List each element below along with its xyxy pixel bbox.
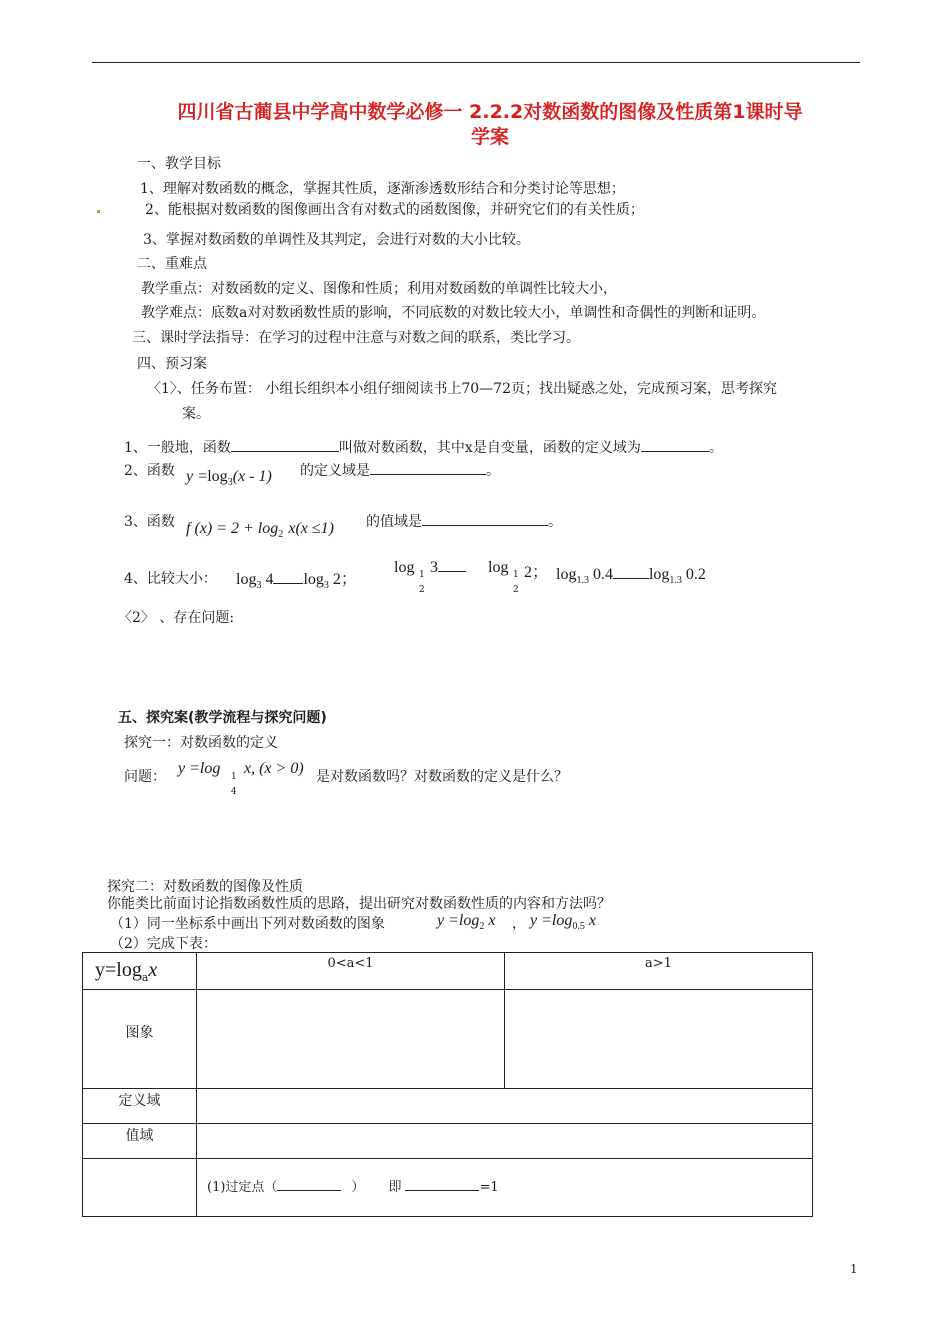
c3-frac-top: 1	[419, 570, 425, 580]
q1-blank-domain	[641, 451, 709, 452]
sec4-q1	[124, 437, 723, 457]
q1-text-a: 1、一般地，函数	[124, 440, 231, 456]
g1-base: 2	[479, 921, 485, 932]
q3-text-c: 。	[548, 514, 562, 530]
row-label-empty	[83, 1159, 197, 1217]
ex2-line3: （2）完成下表：	[110, 936, 217, 952]
doc-title-line1: 四川省古蔺县中学高中数学必修一 2.2.2对数函数的图像及性质第1课时导	[177, 101, 803, 123]
col-header-a-greater-1: a>1	[505, 953, 813, 990]
c3-num: 3	[430, 559, 438, 576]
sec5-heading: 五、探究案(教学流程与探究问题)	[118, 710, 327, 726]
q3-formula	[186, 518, 334, 540]
sec2-difficulty: 教学难点：底数a对对数函数性质的影响，不同底数的对数比较大小，单调性和奇偶性的判断和证明。	[141, 305, 766, 321]
c3-log: log	[394, 559, 415, 576]
sec4-heading: 四、预习案	[137, 356, 207, 372]
c3-blank	[438, 571, 466, 572]
q2-y: y	[186, 468, 194, 485]
q4-text-a: 4、比较大小：	[124, 571, 217, 587]
q2-blank	[370, 474, 486, 475]
q1-blank-function	[231, 451, 339, 452]
ex2-title: 探究二：对数函数的图像及性质	[107, 879, 303, 895]
q3-blank	[422, 525, 548, 526]
q3-arg: x(x ≤1)	[288, 520, 334, 537]
q1-text-c: 。	[708, 440, 723, 456]
c5-num: 0.4	[592, 566, 613, 583]
c6-num: 0.2	[685, 566, 706, 583]
sec1-item1: 1、理解对数函数的概念，掌握其性质，逐渐渗透数形结合和分类讨论等思想；	[140, 181, 625, 197]
sec4-q3	[124, 511, 175, 531]
cell-fixed-point	[197, 1159, 813, 1217]
c4-num-wrap	[524, 559, 548, 582]
fixed-blank-expr	[405, 1190, 479, 1191]
q2-text-c: 。	[486, 463, 500, 479]
c6-base: 1.3	[669, 575, 682, 586]
properties-table	[82, 952, 813, 1217]
q4-compare-2	[394, 559, 414, 577]
c4-frac-top: 1	[513, 570, 519, 580]
ex1-q-label: 问题：	[124, 769, 166, 785]
sec1-item3: 3、掌握对数函数的单调性及其判定，会进行对数的大小比较。	[143, 232, 530, 248]
c4-sep: ；	[532, 564, 549, 581]
e1-frac-top: 1	[231, 772, 237, 782]
row-label-range: 值域	[83, 1124, 197, 1159]
c4-log: log	[488, 559, 509, 576]
sec2-focus: 教学重点：对数函数的定义、图像和性质；利用对数函数的单调性比较大小，	[141, 281, 617, 297]
q2-eq: =	[198, 468, 208, 485]
c5-base: 1.3	[576, 575, 589, 586]
q2-formula	[186, 466, 272, 488]
page-number: 1	[850, 1262, 858, 1276]
q2-text-a: 2、函数	[124, 463, 175, 479]
corner-y: y=log	[95, 958, 142, 981]
corner-base: a	[141, 970, 149, 984]
e1-arg: x, (x > 0)	[244, 760, 304, 777]
q2-log: log	[207, 468, 228, 485]
q3-text-a: 3、函数	[124, 514, 175, 530]
c3-frac-den: 2	[419, 585, 425, 595]
fixed-text-c: 即	[388, 1180, 402, 1195]
sec2-heading: 二、重难点	[137, 256, 207, 272]
q4-compare-3	[488, 559, 508, 577]
ex2-line1: 你能类比前面讨论指数函数性质的思路，提出研究对数函数性质的内容和方法吗？	[107, 896, 611, 912]
q3-tail	[366, 511, 562, 531]
doc-title-line2: 学案	[470, 126, 509, 148]
c6-log: log	[648, 566, 670, 583]
q4-compare-4	[556, 566, 706, 586]
c2-log: log	[303, 571, 324, 588]
g1-lhs: y =log	[437, 912, 480, 929]
c2-base: 3	[323, 580, 329, 591]
row-label-domain: 定义域	[83, 1089, 197, 1124]
e1-frac-den: 4	[231, 787, 237, 797]
corner-x: x	[148, 958, 158, 981]
q4-compare-1	[236, 566, 357, 591]
ex2-comma: ，	[512, 916, 526, 932]
sec4-problems: 〈2〉 、存在问题:	[118, 610, 235, 626]
sec4-q2	[124, 460, 175, 480]
c3-num-wrap	[430, 559, 466, 577]
g1-arg: x	[488, 912, 496, 929]
sec4-task-line1: 〈1〉、任务布置： 小组长组织本小组仔细阅读书上70—72页；找出疑惑之处，完成预习案，思考探究	[147, 381, 777, 397]
q2-arg: (x - 1)	[232, 468, 272, 485]
c4-num: 2	[524, 564, 532, 581]
ex1-title: 探究一：对数函数的定义	[124, 735, 278, 751]
q1-text-b: 叫做对数函数，其中x是自变量，函数的定义域为	[338, 440, 641, 456]
sec3-text: 三、课时学法指导：在学习的过程中注意与对数之间的联系，类比学习。	[132, 330, 580, 346]
c4-frac-den: 2	[513, 585, 519, 595]
ex2-graph-func2	[530, 912, 596, 932]
fixed-blank-point	[277, 1190, 341, 1191]
c5-log: log	[556, 566, 577, 583]
g2-lhs: y =log	[530, 912, 573, 929]
sec1-item2: 2、能根据对数函数的图像画出含有对数式的函数图像，并研究它们的有关性质；	[145, 202, 644, 218]
c5-blank	[613, 578, 649, 579]
ex1-q-tail: 是对数函数吗？对数函数的定义是什么？	[316, 769, 568, 785]
c1-log: log	[236, 571, 257, 588]
sec4-task-line2: 案。	[182, 406, 210, 422]
c1-blank	[273, 583, 303, 584]
cell-graph-a-greater-1	[505, 990, 813, 1089]
sec1-heading: 一、教学目标	[137, 156, 221, 172]
ex2-line2: （1）同一坐标系中画出下列对数函数的图象	[110, 916, 385, 932]
c1-num: 4	[265, 571, 274, 588]
col-header-a-less-1: 0<a<1	[197, 953, 505, 990]
cell-domain	[197, 1089, 813, 1124]
ex1-formula	[178, 760, 220, 778]
q3-text-b: 的值域是	[366, 514, 422, 530]
c2-sep: ；	[340, 571, 357, 588]
fixed-text-a: (1)过定点（	[207, 1180, 278, 1195]
header-rule	[92, 62, 860, 63]
cell-graph-a-less-1	[197, 990, 505, 1089]
c2-num: 2	[332, 571, 341, 588]
cell-range	[197, 1124, 813, 1159]
fixed-text-d: =1	[479, 1180, 499, 1195]
q2-tail	[300, 460, 500, 480]
g2-arg: x	[588, 912, 596, 929]
q2-text-b: 的定义域是	[300, 463, 370, 479]
g2-base: 0.5	[572, 921, 585, 932]
row-label-graph: 图象	[83, 990, 197, 1089]
q3-expr: f (x) = 2 + log	[186, 520, 279, 537]
q3-base: 2	[278, 529, 284, 540]
fixed-text-b: ）	[351, 1180, 365, 1195]
c1-base: 3	[256, 580, 262, 591]
speck-mark	[97, 210, 100, 213]
ex2-graph-func1	[437, 912, 495, 932]
table-corner	[83, 953, 197, 990]
sec4-q4	[124, 568, 217, 588]
q2-base: 3	[227, 477, 233, 488]
e1-lhs: y =log	[178, 760, 221, 777]
